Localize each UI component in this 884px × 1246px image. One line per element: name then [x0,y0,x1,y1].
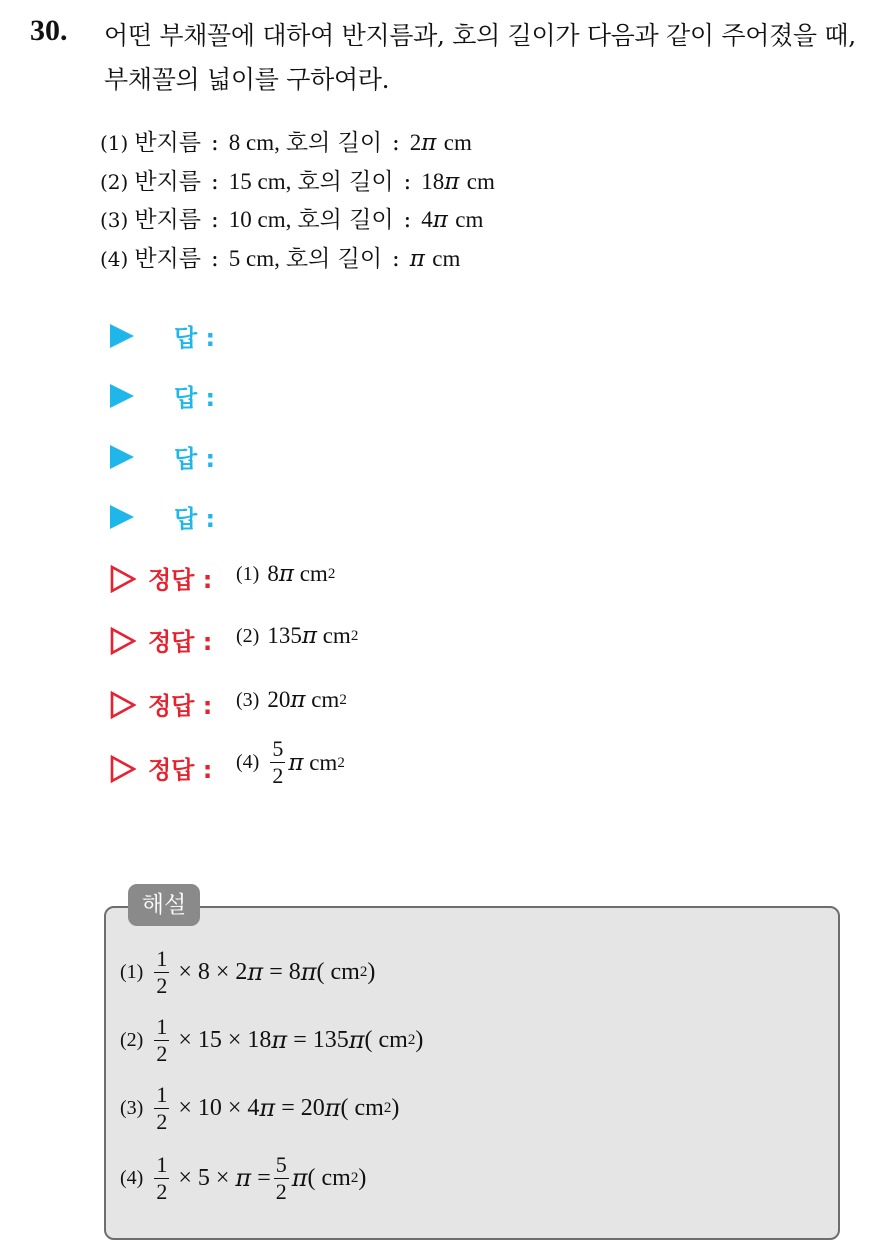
item-2 [100,163,495,202]
radius-value: 8 cm, [228,130,280,155]
item-number: (1) [100,131,129,155]
item-4 [100,240,495,279]
paren-open: ( [316,958,325,985]
solution-line-2: (2) $\frac{1}{2}$ × 15 × 18 π = 135 π ( cm 2 ) [120,1013,424,1066]
solution-result: 20 [300,1094,325,1121]
answer-label: 정답 : [148,692,213,720]
outline-triangle-icon [110,565,136,593]
paren-open: ( [307,1164,316,1191]
solution-expression: × 15 × 18 [178,1026,272,1053]
numerator: 5 [272,736,284,761]
item-number: (3) [100,208,129,232]
arc-unit: cm [443,130,472,155]
answer-unit: cm [299,561,328,586]
answer-unit: cm [309,749,338,775]
outline-triangle-icon [110,691,136,719]
solution-number: (2) [120,1028,144,1051]
arc-label: 호의 길이 [297,207,394,233]
numerator: 5 [275,1151,287,1177]
solution-unit: cm [378,1026,408,1053]
arc-unit: cm [432,245,461,271]
answer-label: 정답 : [148,628,213,656]
pi-symbol: π [324,1094,341,1122]
fraction-half [154,1013,169,1066]
solution-tag: 해설 [128,884,200,926]
answer-value: (4) $\frac{5}{2}$ π cm 2 [236,736,345,788]
equals-sign: = [269,958,283,985]
pi-symbol: π [247,958,264,986]
answer-coef: 8 [267,561,279,586]
solution-expression: × 5 × [178,1164,230,1191]
arc-label: 호의 길이 [285,130,383,156]
pi-symbol: π [300,958,317,986]
arc-coef: 4 [421,207,433,232]
fraction-result [274,1151,289,1204]
answer-value: (2) 135 π cm 2 [236,623,359,649]
pi-symbol: π [259,1094,276,1122]
pi-symbol: π [235,1164,252,1192]
arc-unit: cm [466,168,495,194]
question-text: 어떤 부채꼴에 대하여 반지름과, 호의 길이가 다음과 같이 주어졌을 때, 부채꼴의 넓이를 구하여라. [104,21,856,94]
colon: : [403,207,412,233]
blank-label: 답 : [174,445,216,473]
colon: : [392,245,400,272]
arc-coef: 2 [409,130,422,155]
radius-label: 반지름 [134,245,201,272]
paren-open: ( [364,1026,373,1053]
colon: : [211,245,219,272]
item-number: (2) [100,169,129,194]
equals-sign: = [293,1026,307,1053]
pi-symbol: π [421,130,437,156]
pi-symbol: π [409,245,425,272]
numerator: 1 [156,1013,168,1039]
pi-symbol: π [271,1026,288,1054]
solution-number: (4) [120,1166,144,1189]
fraction-half [154,1081,169,1134]
solution-line-4: (4) $\frac{1}{2}$ × 5 × π = $\frac{5}{2}$ π ( cm 2 ) [120,1151,367,1204]
play-triangle-icon [110,324,134,348]
paren-close: ) [367,958,376,985]
radius-value: 15 cm, [228,168,292,194]
paren-close: ) [358,1164,367,1191]
denominator: 2 [156,1108,168,1134]
pi-symbol: π [288,749,304,776]
play-triangle-icon [110,505,134,529]
solution-number: (1) [120,960,144,983]
answer-value: (3) 20 π cm 2 [236,687,347,713]
pi-symbol: π [290,687,306,713]
colon: : [403,168,412,195]
blank-label: 답 : [174,324,216,352]
solution-line-1: (1) $\frac{1}{2}$ × 8 × 2 π = 8 π ( cm 2 ) [120,945,376,998]
answer-label: 정답 : [148,566,213,594]
colon: : [392,130,400,156]
solution-expression: × 10 × 4 [178,1094,260,1121]
paren-close: ) [391,1094,400,1121]
item-number: (4) [100,246,129,271]
given-items [100,124,495,278]
arc-label: 호의 길이 [297,168,394,195]
arc-coef: 18 [421,168,445,194]
blank-label: 답 : [174,384,216,412]
play-triangle-icon [110,384,134,408]
paren-close: ) [415,1026,424,1053]
answer-number: (3) [236,688,260,711]
pi-symbol: π [278,561,294,587]
solution-number: (3) [120,1096,144,1119]
answer-coef: 20 [267,687,291,712]
paren-open: ( [340,1094,349,1121]
fraction-half [154,1151,169,1204]
denominator: 2 [156,972,168,998]
radius-value: 10 cm, [228,207,292,232]
colon: : [211,130,219,156]
answer-value: (1) 8 π cm 2 [236,561,336,587]
fraction [270,738,285,787]
pi-symbol: π [291,1164,308,1192]
answer-number: (2) [236,624,260,647]
answer-number: (4) [236,751,260,773]
question-number: 30. [30,14,68,47]
arc-unit: cm [455,207,484,232]
answer-coef: 135 [267,623,302,648]
denominator: 2 [275,1178,287,1204]
equals-sign: = [257,1164,271,1191]
outline-triangle-icon [110,627,136,655]
solution-result: 8 [288,958,301,985]
pi-symbol: π [301,623,317,649]
numerator: 1 [156,1081,168,1107]
radius-label: 반지름 [134,130,201,156]
equals-sign: = [281,1094,295,1121]
denominator: 2 [272,763,284,788]
outline-triangle-icon [110,755,136,783]
fraction-half [154,945,169,998]
radius-value: 5 cm, [228,245,280,271]
arc-label: 호의 길이 [285,245,383,272]
colon: : [211,207,219,233]
numerator: 1 [156,1151,168,1177]
solution-unit: cm [330,958,360,985]
denominator: 2 [156,1178,168,1204]
blank-label: 답 : [174,505,216,533]
pi-symbol: π [432,207,448,233]
solution-unit: cm [354,1094,384,1121]
solution-expression: × 8 × 2 [178,958,248,985]
solution-line-3: (3) $\frac{1}{2}$ × 10 × 4 π = 20 π ( cm 2 ) [120,1081,400,1134]
item-3 [100,201,495,240]
pi-symbol: π [444,168,460,195]
colon: : [211,168,219,195]
answer-unit: cm [322,623,351,648]
solution-result: 135 [312,1026,349,1053]
pi-symbol: π [348,1026,365,1054]
solution-unit: cm [321,1164,351,1191]
numerator: 1 [156,945,168,971]
item-1 [100,124,495,163]
denominator: 2 [156,1040,168,1066]
radius-label: 반지름 [134,207,201,233]
play-triangle-icon [110,445,134,469]
radius-label: 반지름 [134,168,201,195]
answer-unit: cm [311,687,340,712]
answer-label: 정답 : [148,756,213,784]
answer-number: (1) [236,562,260,585]
